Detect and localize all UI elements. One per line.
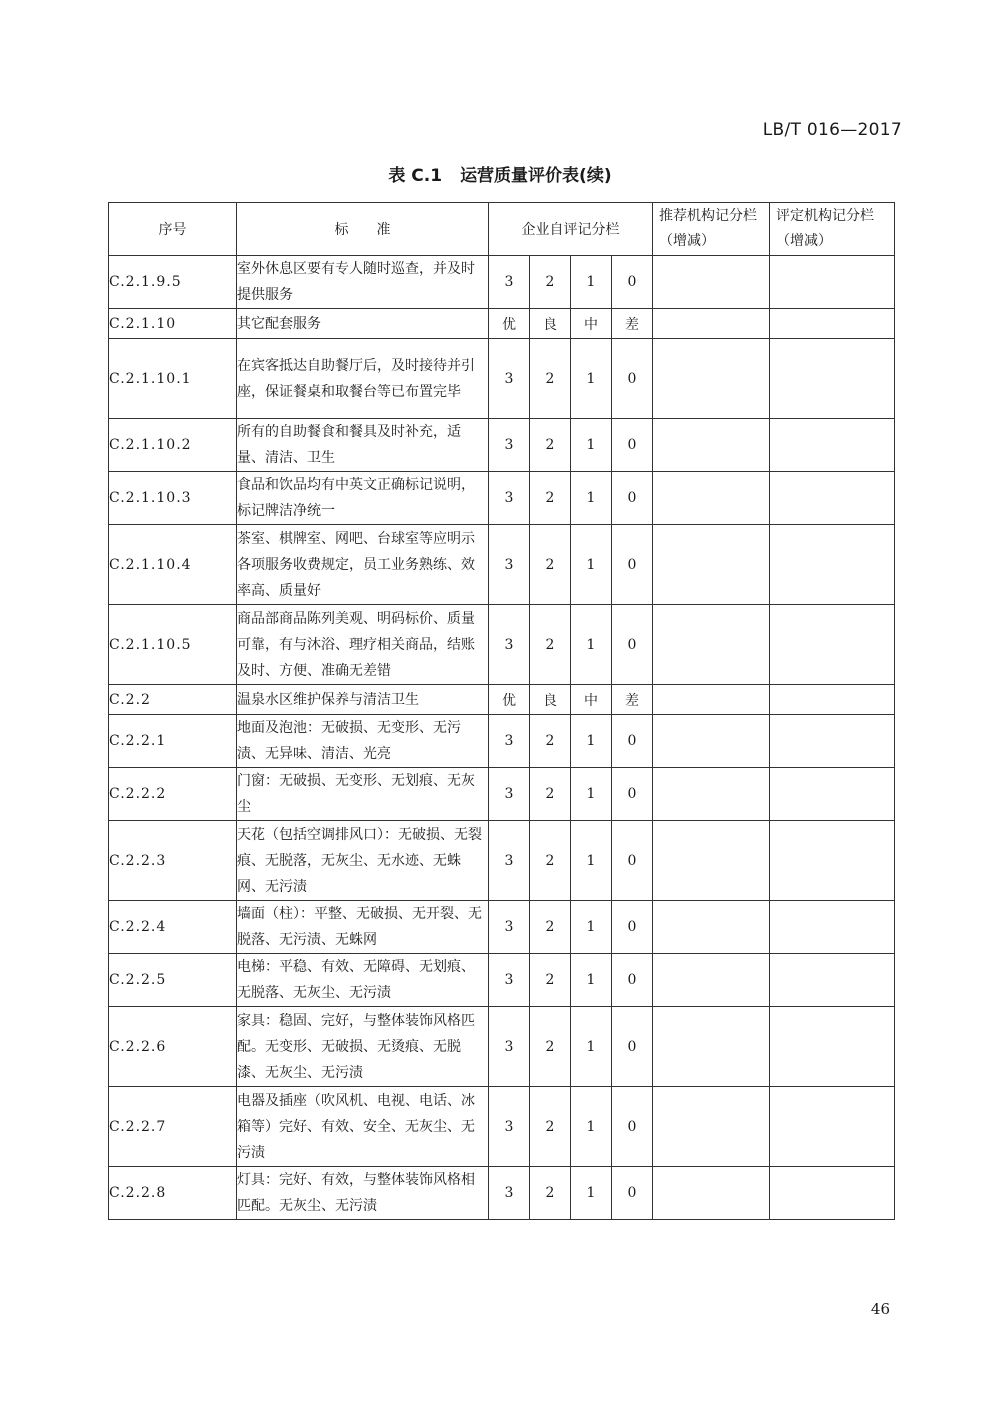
row-standard-text: 在宾客抵达自助餐厅后，及时接待并引座，保证餐桌和取餐台等已布置完毕: [237, 339, 489, 419]
row-code: C.2.2.3: [109, 821, 237, 901]
assess-score-cell[interactable]: [770, 419, 895, 472]
recommend-score-cell[interactable]: [653, 1007, 770, 1087]
table-row: [109, 715, 895, 768]
row-standard-text: 食品和饮品均有中英文正确标记说明，标记牌洁净统一: [237, 472, 489, 525]
header-recommend: 推荐机构记分栏（增减）: [653, 203, 770, 256]
recommend-score-cell[interactable]: [653, 954, 770, 1007]
recommend-score-cell[interactable]: [653, 339, 770, 419]
self-score-option[interactable]: 3: [489, 1007, 530, 1087]
row-standard-text: 茶室、棋牌室、网吧、台球室等应明示各项服务收费规定，员工业务熟练、效率高、质量好: [237, 525, 489, 605]
row-standard-text: 所有的自助餐食和餐具及时补充，适量、清洁、卫生: [237, 419, 489, 472]
row-standard-text: 墙面（柱）：平整、无破损、无开裂、无脱落、无污渍、无蛛网: [237, 901, 489, 954]
row-code: C.2.1.10.3: [109, 472, 237, 525]
self-score-option[interactable]: 差: [612, 309, 653, 339]
table-row: [109, 605, 895, 685]
self-score-option[interactable]: 0: [612, 1007, 653, 1087]
table-row: [109, 1167, 895, 1220]
recommend-score-cell[interactable]: [653, 472, 770, 525]
row-code: C.2.1.10.5: [109, 605, 237, 685]
self-score-option[interactable]: 优: [489, 685, 530, 715]
recommend-score-cell[interactable]: [653, 605, 770, 685]
table-body: [109, 256, 895, 1220]
recommend-score-cell[interactable]: [653, 256, 770, 309]
self-score-option[interactable]: 0: [612, 472, 653, 525]
self-score-option[interactable]: 1: [571, 605, 612, 685]
self-score-option[interactable]: 1: [571, 256, 612, 309]
recommend-score-cell[interactable]: [653, 715, 770, 768]
assess-score-cell[interactable]: [770, 1087, 895, 1167]
row-code: C.2.1.10.1: [109, 339, 237, 419]
row-code: C.2.2: [109, 685, 237, 715]
self-score-option[interactable]: 中: [571, 309, 612, 339]
assess-score-cell[interactable]: [770, 901, 895, 954]
assess-score-cell[interactable]: [770, 256, 895, 309]
self-score-option[interactable]: 0: [612, 715, 653, 768]
self-score-option[interactable]: 2: [530, 901, 571, 954]
row-standard-text: 商品部商品陈列美观、明码标价、质量可靠，有与沐浴、理疗相关商品，结账及时、方便、准确无差错: [237, 605, 489, 685]
self-score-option[interactable]: 1: [571, 901, 612, 954]
self-score-option[interactable]: 2: [530, 419, 571, 472]
self-score-option[interactable]: 差: [612, 685, 653, 715]
self-score-option[interactable]: 3: [489, 339, 530, 419]
self-score-option[interactable]: 0: [612, 605, 653, 685]
row-standard-text: 电器及插座（吹风机、电视、电话、冰箱等）完好、有效、安全、无灰尘、无污渍: [237, 1087, 489, 1167]
table-row: [109, 768, 895, 821]
self-score-option[interactable]: 中: [571, 685, 612, 715]
assess-score-cell[interactable]: [770, 1167, 895, 1220]
self-score-option[interactable]: 3: [489, 1167, 530, 1220]
table-title: [0, 161, 1000, 186]
header-seq: 序号: [109, 203, 237, 256]
header-assess: 评定机构记分栏（增减）: [770, 203, 895, 256]
self-score-option[interactable]: 3: [489, 419, 530, 472]
assess-score-cell[interactable]: [770, 472, 895, 525]
self-score-option[interactable]: 2: [530, 525, 571, 605]
row-standard-text: 地面及泡池：无破损、无变形、无污渍、无异味、清洁、光亮: [237, 715, 489, 768]
recommend-score-cell[interactable]: [653, 901, 770, 954]
table-row: [109, 1087, 895, 1167]
self-score-option[interactable]: 2: [530, 256, 571, 309]
self-score-option[interactable]: 2: [530, 715, 571, 768]
self-score-option[interactable]: 0: [612, 954, 653, 1007]
assess-score-cell[interactable]: [770, 525, 895, 605]
recommend-score-cell[interactable]: [653, 821, 770, 901]
recommend-score-cell[interactable]: [653, 1087, 770, 1167]
self-score-option[interactable]: 0: [612, 768, 653, 821]
self-score-option[interactable]: 1: [571, 1087, 612, 1167]
assess-score-cell[interactable]: [770, 685, 895, 715]
self-score-option[interactable]: 3: [489, 821, 530, 901]
self-score-option[interactable]: 0: [612, 256, 653, 309]
self-score-option[interactable]: 良: [530, 309, 571, 339]
self-score-option[interactable]: 1: [571, 339, 612, 419]
row-code: C.2.1.10.2: [109, 419, 237, 472]
row-standard-text: 电梯：平稳、有效、无障碍、无划痕、无脱落、无灰尘、无污渍: [237, 954, 489, 1007]
header-self-score: 企业自评记分栏: [489, 203, 653, 256]
self-score-option[interactable]: 1: [571, 1007, 612, 1087]
self-score-option[interactable]: 优: [489, 309, 530, 339]
assess-score-cell[interactable]: [770, 309, 895, 339]
table-title-name: 运营质量评价表(续): [460, 166, 612, 186]
row-code: C.2.1.10: [109, 309, 237, 339]
row-code: C.2.2.6: [109, 1007, 237, 1087]
table-row: [109, 256, 895, 309]
recommend-score-cell[interactable]: [653, 1167, 770, 1220]
self-score-option[interactable]: 1: [571, 525, 612, 605]
self-score-option[interactable]: 1: [571, 954, 612, 1007]
self-score-option[interactable]: 1: [571, 715, 612, 768]
row-code: C.2.2.7: [109, 1087, 237, 1167]
self-score-option[interactable]: 2: [530, 954, 571, 1007]
header-standard: 标 准: [237, 203, 489, 256]
self-score-option[interactable]: 2: [530, 821, 571, 901]
self-score-option[interactable]: 2: [530, 1167, 571, 1220]
assess-score-cell[interactable]: [770, 1007, 895, 1087]
recommend-score-cell[interactable]: [653, 525, 770, 605]
self-score-option[interactable]: 3: [489, 768, 530, 821]
table-row: [109, 472, 895, 525]
row-standard-text: 温泉水区维护保养与清洁卫生: [237, 685, 489, 715]
row-code: C.2.2.8: [109, 1167, 237, 1220]
self-score-option[interactable]: 3: [489, 1087, 530, 1167]
row-code: C.2.2.2: [109, 768, 237, 821]
table-row: [109, 1007, 895, 1087]
table-row: [109, 821, 895, 901]
self-score-option[interactable]: 2: [530, 768, 571, 821]
assess-score-cell[interactable]: [770, 339, 895, 419]
self-score-option[interactable]: 3: [489, 954, 530, 1007]
self-score-option[interactable]: 3: [489, 256, 530, 309]
recommend-score-cell[interactable]: [653, 309, 770, 339]
assess-score-cell[interactable]: [770, 954, 895, 1007]
self-score-option[interactable]: 0: [612, 525, 653, 605]
row-standard-text: 天花（包括空调排风口）：无破损、无裂痕、无脱落，无灰尘、无水迹、无蛛网、无污渍: [237, 821, 489, 901]
evaluation-table: [108, 202, 895, 1220]
recommend-score-cell[interactable]: [653, 768, 770, 821]
table-row: [109, 685, 895, 715]
recommend-score-cell[interactable]: [653, 419, 770, 472]
assess-score-cell[interactable]: [770, 821, 895, 901]
self-score-option[interactable]: 2: [530, 1007, 571, 1087]
row-code: C.2.1.9.5: [109, 256, 237, 309]
row-standard-text: 灯具：完好、有效，与整体装饰风格相匹配。无灰尘、无污渍: [237, 1167, 489, 1220]
self-score-option[interactable]: 1: [571, 768, 612, 821]
assess-score-cell[interactable]: [770, 605, 895, 685]
table-row: [109, 339, 895, 419]
table-title-label: 表 C.1: [388, 166, 443, 186]
row-standard-text: 门窗：无破损、无变形、无划痕、无灰尘: [237, 768, 489, 821]
row-code: C.2.2.4: [109, 901, 237, 954]
table-row: [109, 309, 895, 339]
self-score-option[interactable]: 0: [612, 901, 653, 954]
self-score-option[interactable]: 良: [530, 685, 571, 715]
self-score-option[interactable]: 2: [530, 339, 571, 419]
table-row: [109, 419, 895, 472]
self-score-option[interactable]: 2: [530, 1087, 571, 1167]
self-score-option[interactable]: 0: [612, 821, 653, 901]
assess-score-cell[interactable]: [770, 768, 895, 821]
self-score-option[interactable]: 3: [489, 605, 530, 685]
row-code: C.2.1.10.4: [109, 525, 237, 605]
table-row: [109, 954, 895, 1007]
self-score-option[interactable]: 0: [612, 1087, 653, 1167]
self-score-option[interactable]: 2: [530, 472, 571, 525]
recommend-score-cell[interactable]: [653, 685, 770, 715]
self-score-option[interactable]: 3: [489, 472, 530, 525]
table-header-row: [109, 203, 895, 256]
self-score-option[interactable]: 3: [489, 525, 530, 605]
row-code: C.2.2.1: [109, 715, 237, 768]
row-code: C.2.2.5: [109, 954, 237, 1007]
self-score-option[interactable]: 0: [612, 419, 653, 472]
self-score-option[interactable]: 1: [571, 821, 612, 901]
self-score-option[interactable]: 0: [612, 1167, 653, 1220]
self-score-option[interactable]: 0: [612, 339, 653, 419]
self-score-option[interactable]: 3: [489, 715, 530, 768]
self-score-option[interactable]: 2: [530, 605, 571, 685]
table-row: [109, 901, 895, 954]
page-number: 46: [870, 1300, 890, 1318]
table-row: [109, 525, 895, 605]
row-standard-text: 家具：稳固、完好，与整体装饰风格匹配。无变形、无破损、无烫痕、无脱漆、无灰尘、无污渍: [237, 1007, 489, 1087]
assess-score-cell[interactable]: [770, 715, 895, 768]
row-standard-text: 室外休息区要有专人随时巡查，并及时提供服务: [237, 256, 489, 309]
self-score-option[interactable]: 3: [489, 901, 530, 954]
row-standard-text: 其它配套服务: [237, 309, 489, 339]
self-score-option[interactable]: 1: [571, 1167, 612, 1220]
self-score-option[interactable]: 1: [571, 472, 612, 525]
standard-code: LB/T 016—2017: [762, 120, 902, 140]
self-score-option[interactable]: 1: [571, 419, 612, 472]
